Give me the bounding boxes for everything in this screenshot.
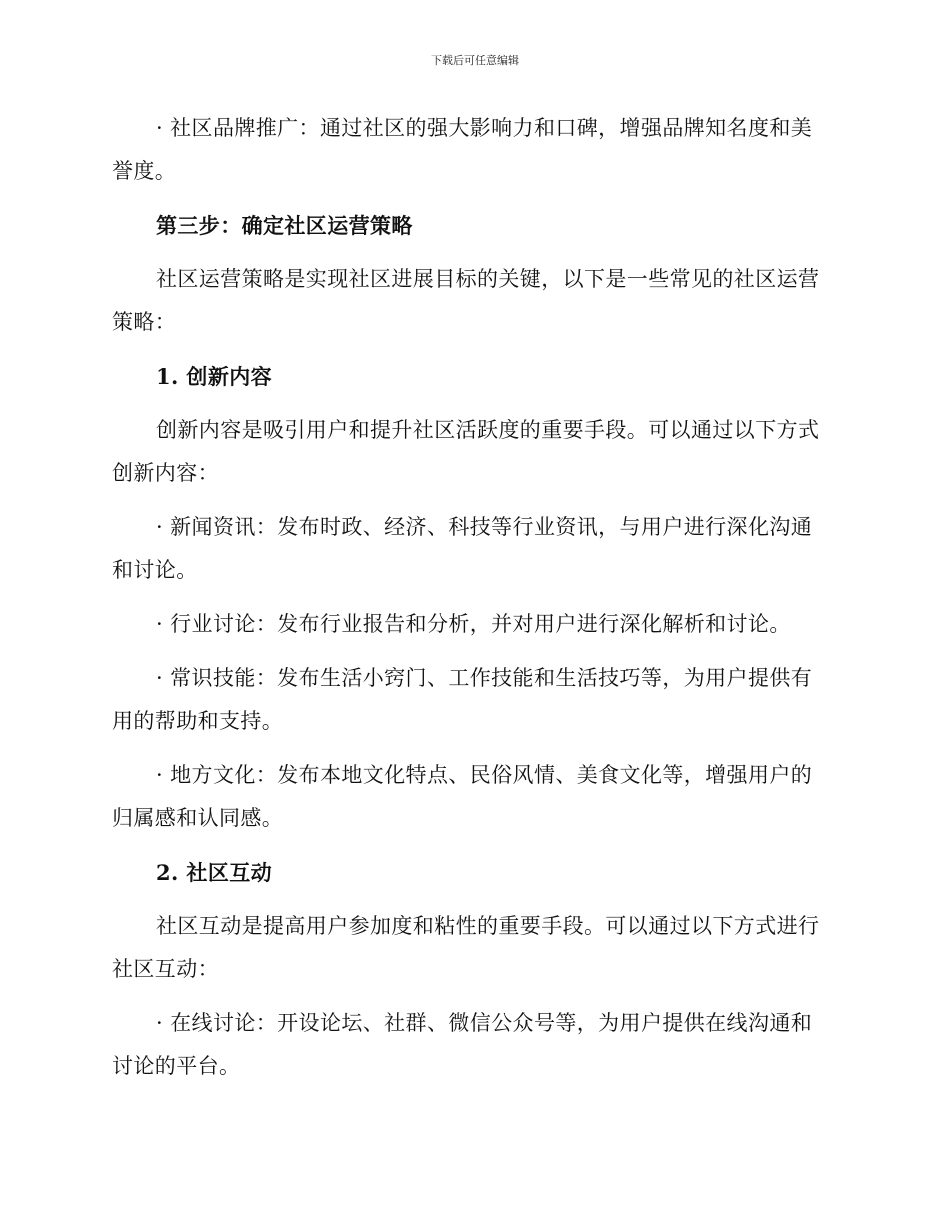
document-body — [112, 107, 830, 1088]
bullet-common-skills: · 常识技能：发布生活小窍门、工作技能和生活技巧等，为用户提供有用的帮助和支持。 — [112, 666, 813, 733]
bullet-industry-discussion: · 行业讨论：发布行业报告和分析，并对用户进行深化解析和讨论。 — [156, 612, 791, 636]
strategy-intro-paragraph: 社区运营策略是实现社区进展目标的关键，以下是一些常见的社区运营策略： — [112, 267, 820, 334]
bullet-brand-promotion: · 社区品牌推广：通过社区的强大影响力和口碑，增强品牌知名度和美誉度。 — [112, 116, 813, 183]
bullet-online-discussion: · 在线讨论：开设论坛、社群、微信公众号等，为用户提供在线沟通和讨论的平台。 — [112, 1011, 813, 1078]
section-heading-step-three: 第三步：确定社区运营策略 — [156, 213, 413, 238]
bullet-news: · 新闻资讯：发布时政、经济、科技等行业资讯，与用户进行深化沟通和讨论。 — [112, 515, 813, 582]
subheading-community-interaction: 2. 社区互动 — [156, 860, 273, 885]
bullet-local-culture: · 地方文化：发布本地文化特点、民俗风情、美食文化等，增强用户的归属感和认同感。 — [112, 763, 813, 830]
page-header: 下载后可任意编辑 — [431, 54, 519, 67]
community-interaction-paragraph: 社区互动是提高用户参加度和粘性的重要手段。可以通过以下方式进行社区互动： — [112, 914, 820, 981]
subheading-innovative-content: 1. 创新内容 — [156, 364, 273, 389]
innovative-content-paragraph: 创新内容是吸引用户和提升社区活跃度的重要手段。可以通过以下方式创新内容： — [112, 418, 820, 485]
